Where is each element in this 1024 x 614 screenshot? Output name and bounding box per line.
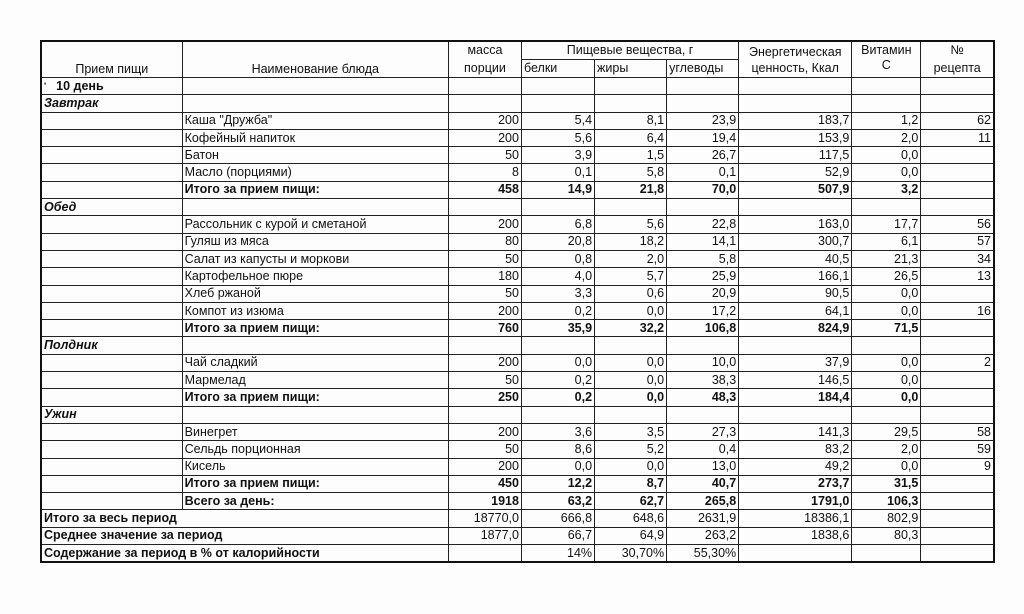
empty-cell — [521, 406, 594, 423]
header-vitamin-bottom: С — [852, 60, 921, 78]
cell-recipe: 11 — [921, 129, 994, 146]
empty-cell — [667, 406, 739, 423]
cell-energy: 64,1 — [739, 302, 852, 319]
cell-carbs: 13,0 — [667, 458, 739, 475]
meal-total-row — [41, 320, 994, 337]
cell-fat: 0,6 — [595, 285, 667, 302]
cell-mass: 200 — [448, 423, 521, 440]
section-name: Ужин — [41, 406, 182, 423]
cell-carbs: 17,2 — [667, 302, 739, 319]
cell-vitc: 0,0 — [852, 389, 921, 406]
cell-energy: 184,4 — [739, 389, 852, 406]
cell-energy: 141,3 — [739, 423, 852, 440]
meal-cell — [41, 458, 182, 475]
summary-vitc: 80,3 — [852, 527, 921, 544]
cell-vitc: 71,5 — [852, 320, 921, 337]
header-fat: жиры — [595, 60, 667, 78]
cell-carbs: 20,9 — [667, 285, 739, 302]
cell-vitc: 3,2 — [852, 181, 921, 198]
cell-carbs: 48,3 — [667, 389, 739, 406]
cell-energy: 49,2 — [739, 458, 852, 475]
table-row — [41, 250, 994, 267]
cell-carbs: 0,4 — [667, 441, 739, 458]
cell-recipe — [921, 164, 994, 181]
summary-row — [41, 510, 994, 527]
cell-vitc: 0,0 — [852, 164, 921, 181]
cell-mass: 200 — [448, 216, 521, 233]
meal-cell — [41, 302, 182, 319]
cell-energy: 90,5 — [739, 285, 852, 302]
cell-recipe — [921, 320, 994, 337]
header-mass-top: масса — [448, 41, 521, 60]
cell-vitc: 106,3 — [852, 493, 921, 510]
cell-energy: 163,0 — [739, 216, 852, 233]
cell-protein: 0,0 — [521, 354, 594, 371]
table-row — [41, 216, 994, 233]
cell-mass: 450 — [448, 475, 521, 492]
cell-protein: 35,9 — [521, 320, 594, 337]
cell-protein: 20,8 — [521, 233, 594, 250]
cell-carbs: 22,8 — [667, 216, 739, 233]
cell-vitc: 2,0 — [852, 129, 921, 146]
cell-energy: 146,5 — [739, 372, 852, 389]
cell-protein: 0,8 — [521, 250, 594, 267]
header-recipe-top: № — [921, 41, 994, 60]
meal-cell — [41, 320, 182, 337]
summary-fat: 30,70% — [595, 545, 667, 563]
summary-fat: 64,9 — [595, 527, 667, 544]
cell-carbs: 265,8 — [667, 493, 739, 510]
summary-fat: 648,6 — [595, 510, 667, 527]
table-row — [41, 285, 994, 302]
summary-energy: 1838,6 — [739, 527, 852, 544]
cell-energy: 83,2 — [739, 441, 852, 458]
empty-cell — [595, 337, 667, 354]
cell-fat: 5,2 — [595, 441, 667, 458]
cell-carbs: 40,7 — [667, 475, 739, 492]
summary-label: Содержание за период в % от калорийности — [41, 545, 448, 563]
cell-fat: 0,0 — [595, 458, 667, 475]
cell-fat: 32,2 — [595, 320, 667, 337]
cell-mass: 200 — [448, 354, 521, 371]
meal-cell — [41, 268, 182, 285]
cell-fat: 18,2 — [595, 233, 667, 250]
cell-energy: 153,9 — [739, 129, 852, 146]
cell-protein: 3,3 — [521, 285, 594, 302]
meal-cell — [41, 112, 182, 129]
cell-carbs: 106,8 — [667, 320, 739, 337]
dish-name: Сельдь порционная — [182, 441, 448, 458]
cell-fat: 3,5 — [595, 423, 667, 440]
summary-label: Итого за весь период — [41, 510, 448, 527]
cell-carbs: 27,3 — [667, 423, 739, 440]
dish-name: Чай сладкий — [182, 354, 448, 371]
cell-fat: 62,7 — [595, 493, 667, 510]
cell-vitc: 0,0 — [852, 302, 921, 319]
meal-cell — [41, 216, 182, 233]
cell-mass: 200 — [448, 458, 521, 475]
meal-cell — [41, 164, 182, 181]
table-row — [41, 372, 994, 389]
cell-mass: 180 — [448, 268, 521, 285]
dish-name: Компот из изюма — [182, 302, 448, 319]
empty-cell — [448, 406, 521, 423]
day-label: 10 день — [56, 78, 104, 93]
empty-cell — [852, 337, 921, 354]
summary-row — [41, 527, 994, 544]
cell-mass: 200 — [448, 112, 521, 129]
cell-fat: 5,6 — [595, 216, 667, 233]
cell-recipe: 2 — [921, 354, 994, 371]
meal-cell — [41, 233, 182, 250]
cell-fat: 8,1 — [595, 112, 667, 129]
empty-cell — [182, 337, 448, 354]
table-row — [41, 268, 994, 285]
meal-cell — [41, 285, 182, 302]
summary-vitc: 802,9 — [852, 510, 921, 527]
header-energy-bottom: ценность, Ккал — [739, 60, 852, 78]
cell-vitc: 29,5 — [852, 423, 921, 440]
empty-cell — [852, 199, 921, 216]
cell-energy: 40,5 — [739, 250, 852, 267]
header-energy-top: Энергетическая — [739, 41, 852, 60]
meal-total-row — [41, 389, 994, 406]
meal-cell — [41, 423, 182, 440]
empty-cell — [521, 337, 594, 354]
dish-name: Хлеб ржаной — [182, 285, 448, 302]
dish-name: Батон — [182, 147, 448, 164]
dish-name: Кофейный напиток — [182, 129, 448, 146]
table-row — [41, 233, 994, 250]
cell-protein: 0,1 — [521, 164, 594, 181]
empty-cell — [182, 95, 448, 112]
empty-cell — [852, 95, 921, 112]
cell-energy: 824,9 — [739, 320, 852, 337]
empty-cell — [182, 199, 448, 216]
cell-mass: 458 — [448, 181, 521, 198]
meal-cell — [41, 250, 182, 267]
meal-cell — [41, 475, 182, 492]
empty-cell — [448, 199, 521, 216]
section-row — [41, 95, 994, 112]
dish-name: Всего за день: — [182, 493, 448, 510]
cell-protein: 0,2 — [521, 372, 594, 389]
header-row-top — [41, 41, 994, 60]
cell-recipe — [921, 389, 994, 406]
empty-cell — [852, 406, 921, 423]
empty-cell — [921, 337, 994, 354]
summary-recipe — [921, 510, 994, 527]
menu-table — [40, 40, 995, 563]
table-row — [41, 129, 994, 146]
summary-carbs: 263,2 — [667, 527, 739, 544]
table-row — [41, 441, 994, 458]
cell-carbs: 14,1 — [667, 233, 739, 250]
cell-mass: 80 — [448, 233, 521, 250]
summary-vitc — [852, 545, 921, 563]
cell-energy: 117,5 — [739, 147, 852, 164]
cell-vitc: 17,7 — [852, 216, 921, 233]
cell-protein: 3,9 — [521, 147, 594, 164]
header-recipe-bottom: рецепта — [921, 60, 994, 78]
cell-fat: 8,7 — [595, 475, 667, 492]
summary-recipe — [921, 527, 994, 544]
cell-mass: 50 — [448, 372, 521, 389]
meal-cell — [41, 389, 182, 406]
cell-protein: 5,6 — [521, 129, 594, 146]
cell-vitc: 6,1 — [852, 233, 921, 250]
cell-protein: 0,0 — [521, 458, 594, 475]
empty-cell — [921, 95, 994, 112]
empty-cell — [595, 199, 667, 216]
cell-vitc: 1,2 — [852, 112, 921, 129]
empty-cell — [739, 95, 852, 112]
day-label-cell — [41, 78, 182, 95]
cell-energy: 183,7 — [739, 112, 852, 129]
cell-recipe — [921, 147, 994, 164]
dish-name: Картофельное пюре — [182, 268, 448, 285]
table-row — [41, 164, 994, 181]
cell-fat: 21,8 — [595, 181, 667, 198]
cell-recipe: 13 — [921, 268, 994, 285]
cell-mass: 50 — [448, 441, 521, 458]
cell-energy: 1791,0 — [739, 493, 852, 510]
table-row — [41, 302, 994, 319]
header-dish: Наименование блюда — [182, 41, 448, 78]
header-protein: белки — [521, 60, 594, 78]
cell-fat: 1,5 — [595, 147, 667, 164]
header-carbs: углеводы — [667, 60, 739, 78]
cell-recipe: 57 — [921, 233, 994, 250]
empty-cell — [667, 95, 739, 112]
cell-protein: 12,2 — [521, 475, 594, 492]
cell-recipe — [921, 285, 994, 302]
section-name: Завтрак — [41, 95, 182, 112]
cell-energy: 52,9 — [739, 164, 852, 181]
summary-mass: 1877,0 — [448, 527, 521, 544]
dish-name: Мармелад — [182, 372, 448, 389]
cell-vitc: 0,0 — [852, 147, 921, 164]
section-row — [41, 406, 994, 423]
cell-fat: 0,0 — [595, 372, 667, 389]
cell-mass: 50 — [448, 147, 521, 164]
cell-fat: 0,0 — [595, 389, 667, 406]
section-name: Полдник — [41, 337, 182, 354]
meal-cell — [41, 181, 182, 198]
empty-cell — [667, 337, 739, 354]
empty-cell — [739, 337, 852, 354]
table-row — [41, 147, 994, 164]
summary-mass: 18770,0 — [448, 510, 521, 527]
cell-energy: 300,7 — [739, 233, 852, 250]
section-row — [41, 337, 994, 354]
summary-protein: 14% — [521, 545, 594, 563]
cell-vitc: 0,0 — [852, 354, 921, 371]
cell-protein: 14,9 — [521, 181, 594, 198]
cell-recipe: 9 — [921, 458, 994, 475]
empty-cell — [521, 199, 594, 216]
dish-name: Салат из капусты и моркови — [182, 250, 448, 267]
dish-name: Гуляш из мяса — [182, 233, 448, 250]
empty-cell — [595, 95, 667, 112]
cell-energy: 166,1 — [739, 268, 852, 285]
cell-recipe: 56 — [921, 216, 994, 233]
meal-cell — [41, 372, 182, 389]
summary-carbs: 55,30% — [667, 545, 739, 563]
dish-name: Кисель — [182, 458, 448, 475]
summary-protein: 66,7 — [521, 527, 594, 544]
empty-cell — [739, 406, 852, 423]
empty-cell — [595, 406, 667, 423]
cell-mass: 1918 — [448, 493, 521, 510]
summary-protein: 666,8 — [521, 510, 594, 527]
day-total-row — [41, 493, 994, 510]
header-mass-bottom: порции — [448, 60, 521, 78]
dish-name: Рассольник с курой и сметаной — [182, 216, 448, 233]
cell-carbs: 10,0 — [667, 354, 739, 371]
cell-vitc: 0,0 — [852, 458, 921, 475]
cell-protein: 0,2 — [521, 302, 594, 319]
cell-protein: 63,2 — [521, 493, 594, 510]
cell-fat: 5,8 — [595, 164, 667, 181]
cell-carbs: 5,8 — [667, 250, 739, 267]
meal-cell — [41, 493, 182, 510]
dish-name: Итого за прием пищи: — [182, 181, 448, 198]
cell-energy: 507,9 — [739, 181, 852, 198]
cell-energy: 37,9 — [739, 354, 852, 371]
cell-mass: 50 — [448, 285, 521, 302]
section-row — [41, 199, 994, 216]
cell-vitc: 0,0 — [852, 372, 921, 389]
cell-mass: 200 — [448, 129, 521, 146]
cell-fat: 0,0 — [595, 354, 667, 371]
empty-cell — [182, 406, 448, 423]
cell-mass: 200 — [448, 302, 521, 319]
cell-vitc: 2,0 — [852, 441, 921, 458]
table-row — [41, 458, 994, 475]
cell-recipe — [921, 475, 994, 492]
cell-carbs: 38,3 — [667, 372, 739, 389]
cell-carbs: 26,7 — [667, 147, 739, 164]
header-meal: Прием пищи — [41, 41, 182, 78]
dish-name: Винегрет — [182, 423, 448, 440]
empty-cell — [739, 199, 852, 216]
cell-fat: 6,4 — [595, 129, 667, 146]
summary-mass — [448, 545, 521, 563]
table-row — [41, 423, 994, 440]
cell-vitc: 0,0 — [852, 285, 921, 302]
cell-vitc: 21,3 — [852, 250, 921, 267]
meal-cell — [41, 354, 182, 371]
empty-cell — [448, 95, 521, 112]
cell-mass: 8 — [448, 164, 521, 181]
cell-recipe — [921, 181, 994, 198]
cell-recipe: 34 — [921, 250, 994, 267]
cell-protein: 5,4 — [521, 112, 594, 129]
dish-name: Каша "Дружба" — [182, 112, 448, 129]
cell-energy: 273,7 — [739, 475, 852, 492]
cell-carbs: 19,4 — [667, 129, 739, 146]
header-nutrients: Пищевые вещества, г — [521, 41, 738, 60]
empty-cell — [448, 337, 521, 354]
cell-recipe: 62 — [921, 112, 994, 129]
empty-cell — [667, 199, 739, 216]
dish-name: Итого за прием пищи: — [182, 475, 448, 492]
summary-recipe — [921, 545, 994, 563]
summary-energy — [739, 545, 852, 563]
dish-name: Итого за прием пищи: — [182, 320, 448, 337]
header-vitamin-top: Витамин — [852, 41, 921, 60]
cell-recipe — [921, 372, 994, 389]
cell-recipe — [921, 493, 994, 510]
table-row — [41, 354, 994, 371]
empty-cell — [521, 95, 594, 112]
meal-cell — [41, 147, 182, 164]
cell-fat: 0,0 — [595, 302, 667, 319]
cell-mass: 250 — [448, 389, 521, 406]
table-row — [41, 112, 994, 129]
cell-protein: 6,8 — [521, 216, 594, 233]
cell-vitc: 26,5 — [852, 268, 921, 285]
cell-protein: 8,6 — [521, 441, 594, 458]
cell-recipe: 16 — [921, 302, 994, 319]
cell-vitc: 31,5 — [852, 475, 921, 492]
day-mark: ' — [44, 80, 47, 91]
cell-mass: 760 — [448, 320, 521, 337]
meal-cell — [41, 129, 182, 146]
meal-total-row — [41, 475, 994, 492]
cell-mass: 50 — [448, 250, 521, 267]
dish-name: Итого за прием пищи: — [182, 389, 448, 406]
section-name: Обед — [41, 199, 182, 216]
summary-row — [41, 545, 994, 563]
empty-cell — [921, 406, 994, 423]
summary-carbs: 2631,9 — [667, 510, 739, 527]
cell-carbs: 23,9 — [667, 112, 739, 129]
empty-cell — [921, 199, 994, 216]
summary-energy: 18386,1 — [739, 510, 852, 527]
dish-name: Масло (порциями) — [182, 164, 448, 181]
meal-cell — [41, 441, 182, 458]
cell-fat: 2,0 — [595, 250, 667, 267]
meal-total-row — [41, 181, 994, 198]
cell-protein: 4,0 — [521, 268, 594, 285]
cell-protein: 3,6 — [521, 423, 594, 440]
cell-recipe: 58 — [921, 423, 994, 440]
cell-carbs: 0,1 — [667, 164, 739, 181]
cell-carbs: 70,0 — [667, 181, 739, 198]
summary-label: Среднее значение за период — [41, 527, 448, 544]
cell-fat: 5,7 — [595, 268, 667, 285]
cell-protein: 0,2 — [521, 389, 594, 406]
day-row — [41, 78, 994, 95]
cell-recipe: 59 — [921, 441, 994, 458]
cell-carbs: 25,9 — [667, 268, 739, 285]
